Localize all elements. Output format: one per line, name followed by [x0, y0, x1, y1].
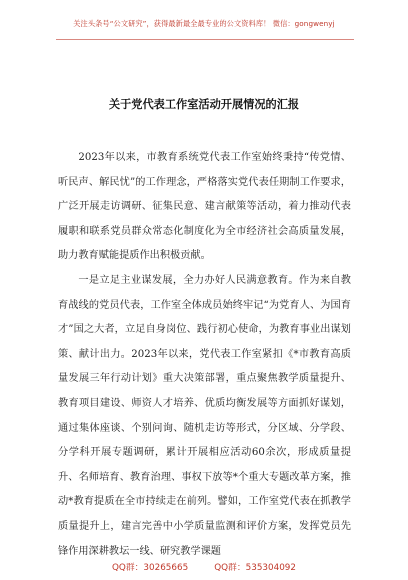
qq-group-2: QQ群：535304092: [214, 563, 297, 573]
document-body: [58, 146, 351, 564]
paragraph-intro: 2023年以来，市教育系统党代表工作室始终秉持“传党情、听民声、解民忧”的工作理念，严格落实党代表任期制工作要求，广泛开展走访调研、征集民意、建言献策等活动，着力推动代表履职和联系党员群众常态化制度化为全市经济社会高质量发展，助力教育赋能提质作出积极贡献。: [58, 152, 351, 262]
header-divider: [56, 39, 354, 40]
document-title: 关于党代表工作室活动开展情况的汇报: [108, 98, 300, 111]
header-banner: 关注头条号“公文研究”，获得最新最全最专业的公文资料库！ 微信：gongwenyj: [73, 19, 335, 28]
paragraph-point-one: 一是立足主业谋发展，全力办好人民满意教育。作为来自教育战线的党员代表，工作室全体成员始终牢记“为党育人、为国育才”国之大者，立足自身岗位、践行初心使命，为教育事业出谋划策、献计出力。2023年以来，党代表工作室紧扣《*市教育高质量发展三年行动计划》重大决策部署，重点聚焦教学质量提升、教育项目建设、师资人才培养、优质均衡发展等方面抓好谋划，通过集体座谈、个别问询、随机走访等形式，分区域、分学段、分学科开展专题调研，累计开展相应活动60余次，形成质量提升、名师培育、教育治理、事权下放等*个重大专题改革方案，推动*教育提质在全市持续走在前列。譬如，工作室党代表在抓教学质量提升上，建言完善中小学质量监测和评价方案，发挥党员先锋作用深耕教坛一线、研究教学课题: [58, 274, 351, 557]
qq-group-1: QQ群：30265665: [111, 563, 189, 573]
footer-contact: [0, 560, 408, 573]
